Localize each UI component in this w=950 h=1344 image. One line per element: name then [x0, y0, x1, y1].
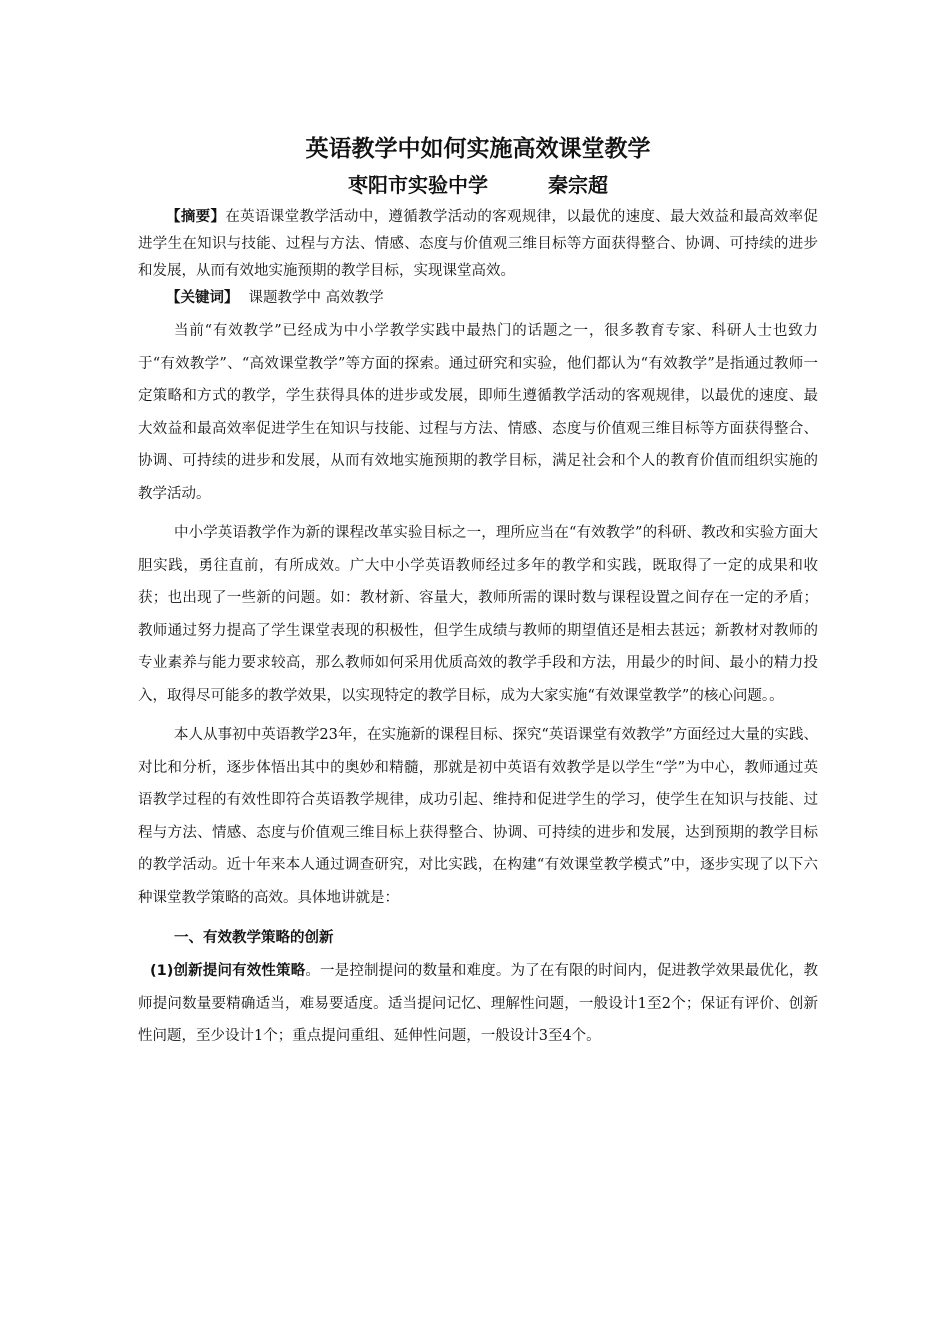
- abstract-label: 【摘要】: [166, 209, 226, 225]
- keywords-label: 【关键词】: [166, 290, 239, 306]
- body-paragraph: 本人从事初中英语教学23年，在实施新的课程目标、探究“英语课堂有效教学”方面经过大量的实践、对比和分析，逐步体悟出其中的奥妙和精髓，那就是初中英语有效教学是以学生“学”为中心，教师通过英语教学过程的有效性即符合英语教学规律，成功引起、维持和促进学生的学习，使学生在知识与技能、过程与方法、情感、态度与价值观三维目标上获得整合、协调、可持续的进步和发展，达到预期的教学目标的教学活动。近十年来本人通过调查研究，对比实践，在构建“有效课堂教学模式”中，逐步实现了以下六种课堂教学策略的高效。具体地讲就是：: [138, 727, 818, 906]
- body-paragraph: 当前“有效教学”已经成为中小学教学实践中最热门的话题之一，很多教育专家、科研人士也致力于“有效教学”、“高效课堂教学”等方面的探索。通过研究和实验，他们都认为“有效教学”是指通过教师一定策略和方式的教学，学生获得具体的进步或发展，即师生遵循教学活动的客观规律，以最优的速度、最大效益和最高效率促进学生在知识与技能、过程与方法、情感、态度与价值观三维目标等方面获得整合、协调、可持续的进步和发展，从而有效地实施预期的教学目标，满足社会和个人的教育价值而组织实施的教学活动。: [138, 323, 818, 502]
- author-line: 枣阳市实验中学 秦宗超: [348, 173, 608, 197]
- keywords: [138, 285, 818, 311]
- body-paragraph: 中小学英语教学作为新的课程改革实验目标之一，理所应当在“有效教学”的科研、教改和实验方面大胆实践，勇往直前，有所成效。广大中小学英语教师经过多年的教学和实践，既取得了一定的成果和收获；也出现了一些新的问题。如：教材新、容量大，教师所需的课时数与课程设置之间存在一定的矛盾；教师通过努力提高了学生课堂表现的积极性，但学生成绩与教师的期望值还是相去甚远；新教材对教师的专业素养与能力要求较高，那么教师如何采用优质高效的教学手段和方法，用最少的时间、最小的精力投入，取得尽可能多的教学效果，以实现特定的教学目标，成为大家实施“有效课堂教学”的核心问题。。: [138, 525, 818, 704]
- section-heading: 一、有效教学策略的创新: [174, 930, 334, 946]
- abstract: [138, 204, 818, 285]
- keywords-text: 课题教学中 高效教学: [248, 290, 384, 306]
- abstract-text: 在英语课堂教学活动中，遵循教学活动的客观规律，以最优的速度、最大效益和最高效率促进学生在知识与技能、过程与方法、情感、态度与价值观三维目标等方面获得整合、协调、可持续的进步和发展，从而有效地实施预期的教学目标，实现课堂高效。: [138, 209, 819, 279]
- document-body: [138, 130, 818, 1053]
- strategy-paragraph: [138, 955, 818, 1053]
- document-title: 英语教学中如何实施高效课堂教学: [305, 136, 651, 162]
- strategy-label: (1)创新提问有效性策略: [150, 963, 306, 979]
- strategy-text: 。一是控制提问的数量和难度。为了在有限的时间内，促进教学效果最优化，教师提问数量要精确适当，难易要适度。适当提问记忆、理解性问题，一般设计1至2个；保证有评价、创新性问题，至少设计1个；重点提问重组、延伸性问题，一般设计3至4个。: [138, 963, 818, 1044]
